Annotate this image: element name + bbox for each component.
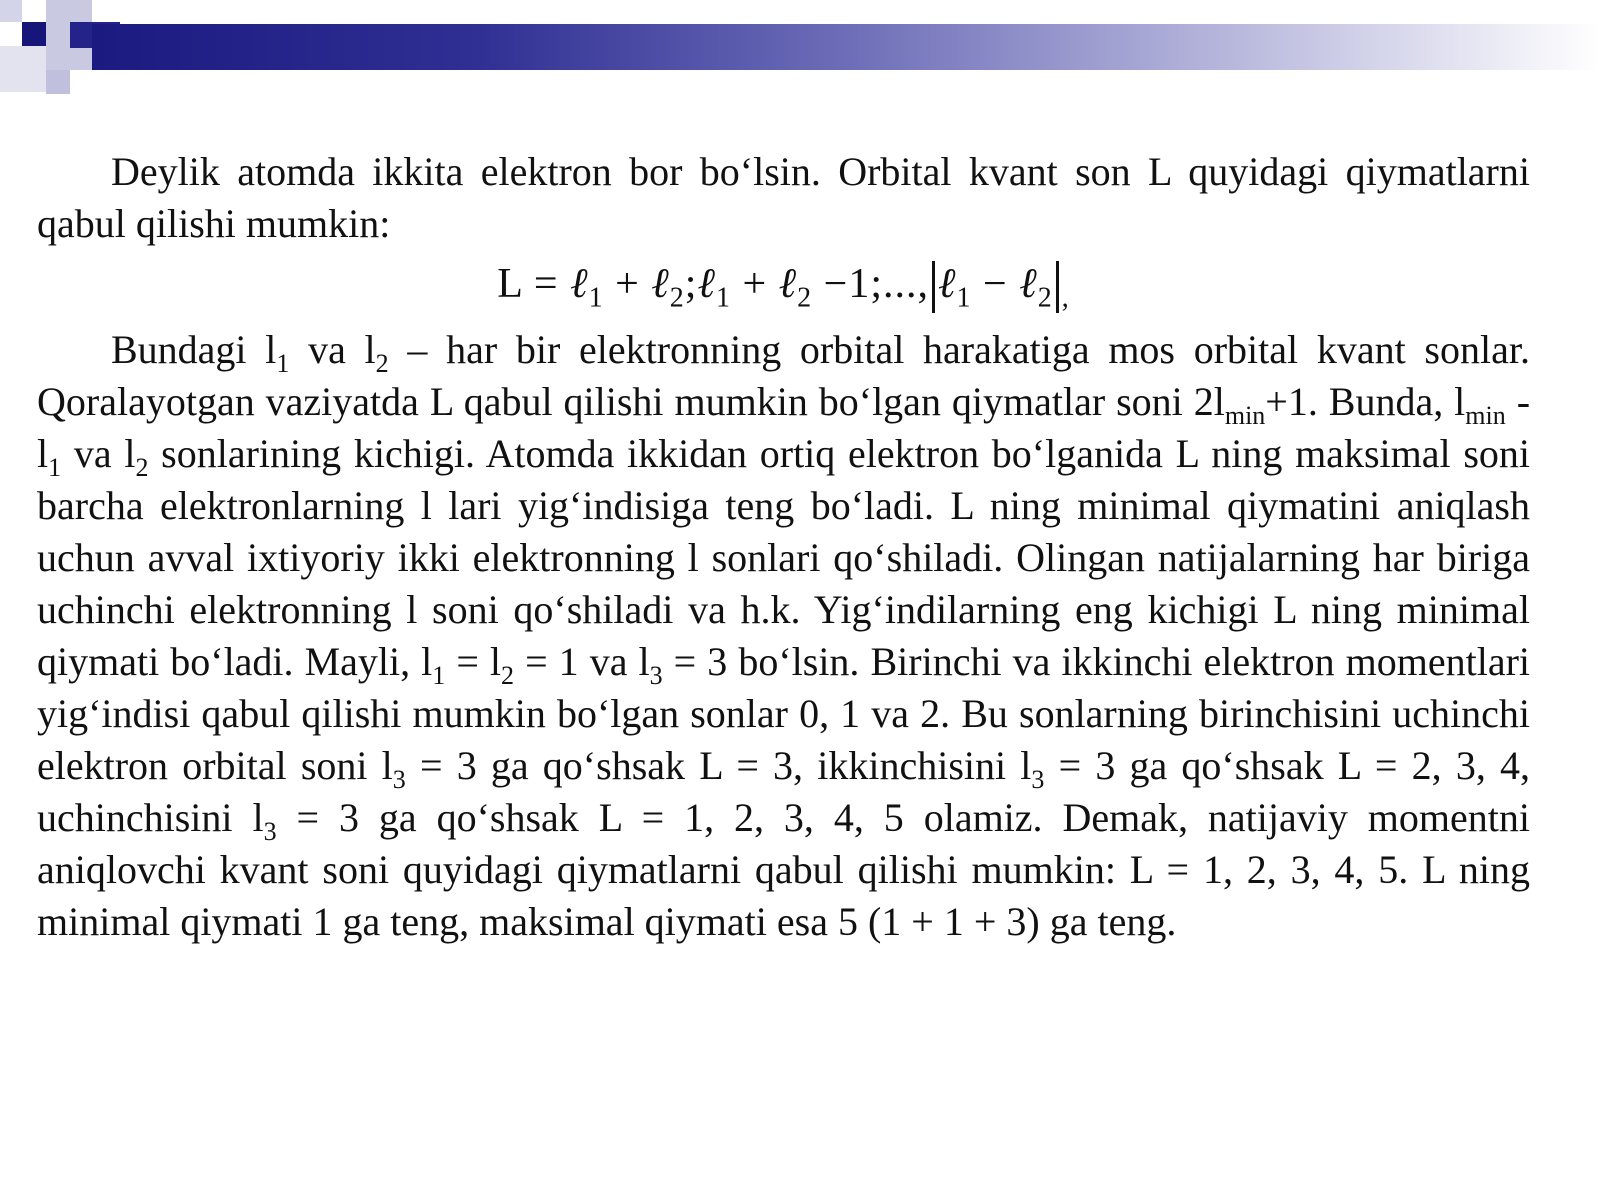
header-gradient-bar [92, 24, 1600, 70]
text-run: = 3 bo‘lsin. Birinchi va ikkinchi elektron momentlari yig‘indisi qabul qilishi mumkin bo‘lgan sonlar 0, 1 va 2. Bu sonlarning birinchisini uchinchi elektron orbital soni l [37, 639, 1531, 788]
formula-symbol: , [1061, 282, 1070, 314]
text-run: sonlarining kichigi. Atomda ikkidan ortiq elektron bo‘lganida L ning maksimal soni barcha elektronlarning l lari yig‘indisiga teng bo‘ladi. L ning minimal qiymatini aniqlash uchun avval ixtiyoriy ikki elektronning l sonlari qo‘shiladi. Olingan natijalarning har biriga uchinchi elektronning l soni qo‘shiladi va h.k. Yig‘indilarning eng kichigi L ning minimal qiymati bo‘ladi. Mayli, l [37, 431, 1530, 684]
formula-symbol: ℓ [697, 261, 716, 307]
text-run: = l [445, 639, 502, 684]
formula-symbol: L [497, 261, 523, 307]
text-run: – har bir elektronning orbital harakatiga mos orbital kvant sonlar. Qoralayotgan vaziyatda L qabul qilishi mumkin bo‘lgan qiymatlar soni 2l [37, 327, 1530, 424]
formula-symbol: ℓ [570, 261, 589, 307]
subscript: min [1465, 401, 1506, 430]
formula-symbol: ℓ [651, 261, 670, 307]
formula-symbol: + [742, 261, 768, 307]
text-run: +1. Bunda, l [1265, 379, 1466, 424]
abs-bar-left [932, 261, 935, 313]
text-run: = 3 ga qo‘shsak L = 2, 3, 4, uchinchisini l [37, 743, 1531, 840]
formula-symbol: + [615, 261, 640, 307]
formula-subscript: 1 [956, 282, 972, 314]
text-run: va l [289, 327, 376, 372]
formula-symbol: ℓ [1019, 261, 1038, 307]
header-square [0, 0, 22, 22]
subscript: min [1224, 401, 1266, 430]
formula-symbol: ℓ [778, 261, 798, 307]
header-square [46, 70, 70, 94]
subscript: 1 [276, 349, 290, 378]
subscript: 1 [432, 661, 446, 690]
text-run: = 1 va l [514, 639, 650, 684]
text-run: - l [37, 379, 1531, 476]
subscript: 1 [48, 453, 62, 482]
text-run: = 3 ga qo‘shsak L = 1, 2, 3, 4, 5 olamiz. Demak, natijaviy momentni aniqlovchi kvant soni quyidagi qiymatlarni qabul qilishi mumkin: L = 1, 2, 3, 4, 5. L ning minimal qiymati 1 ga teng, maksimal qiymati esa 5 (1 + 1 + 3) ga teng. [37, 795, 1531, 944]
text-run: Bundagi l [111, 327, 277, 372]
subscript: 2 [375, 349, 389, 378]
formula-subscript: 2 [1037, 282, 1053, 314]
formula-symbol: = [533, 261, 559, 307]
text-run: va l [61, 431, 136, 476]
explanation-paragraph [37, 324, 1530, 948]
formula-subscript: 2 [797, 282, 813, 314]
subscript: 3 [1031, 765, 1045, 794]
subscript: 2 [135, 453, 149, 482]
subscript: 2 [501, 661, 515, 690]
formula-subscript: 1 [715, 282, 731, 314]
subscript: 3 [263, 817, 277, 846]
formula-symbol: ; [684, 261, 698, 307]
slide-body [37, 146, 1530, 948]
formula-symbol: ℓ [938, 261, 957, 307]
formula-subscript: 2 [669, 282, 685, 314]
formula-symbol: − [983, 261, 1008, 307]
text-run: = 3 ga qo‘shsak L = 3, ikkinchisini l [405, 743, 1032, 788]
orbital-quantum-formula [37, 252, 1530, 316]
formula-symbol: −1;..., [823, 261, 929, 307]
subscript: 3 [649, 661, 663, 690]
abs-bar-right [1056, 261, 1059, 313]
formula-subscript: 1 [588, 282, 604, 314]
header-square [22, 22, 46, 46]
intro-paragraph: Deylik atomda ikkita elektron bor bo‘lsin. Orbital kvant son L quyidagi qiymatlarni qabul qilishi mumkin: [37, 149, 1530, 246]
subscript: 3 [392, 765, 406, 794]
header-square [0, 46, 46, 92]
